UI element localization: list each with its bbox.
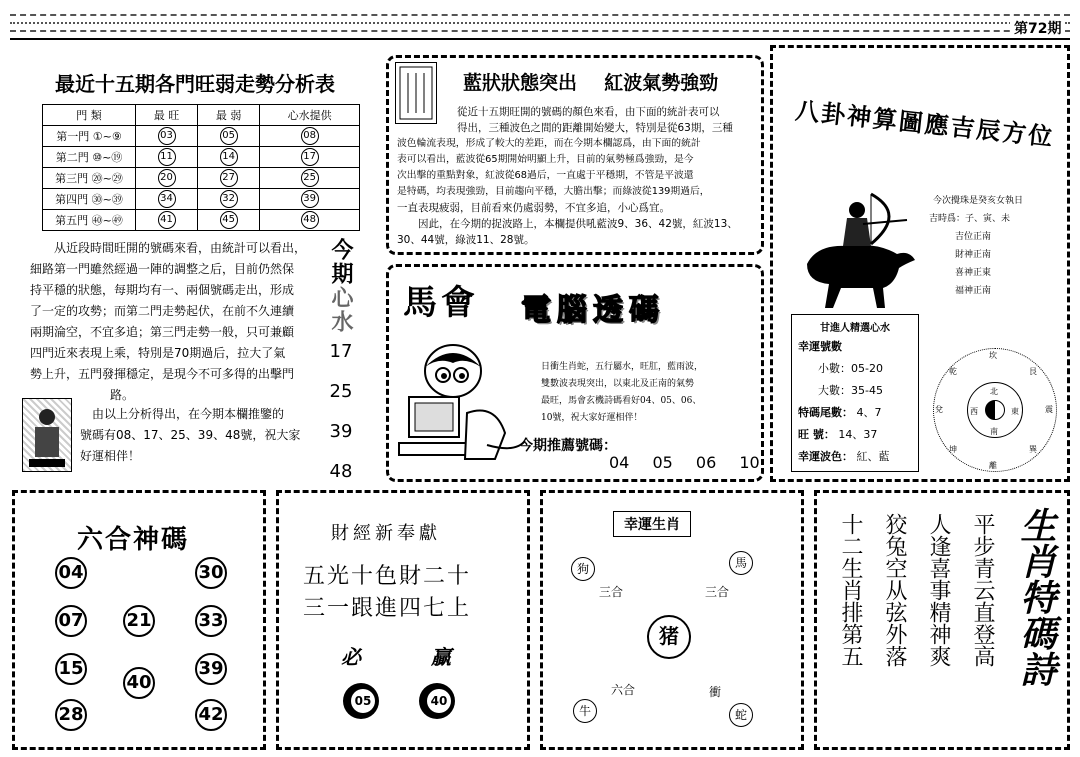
col-header-pick: 心水提供: [260, 105, 360, 126]
small-value: 05-20: [851, 362, 883, 375]
number-ball: 04: [55, 557, 87, 589]
bagua-label: 兌: [935, 405, 943, 414]
strongest-number: 11: [158, 148, 176, 166]
number-ball: 30: [195, 557, 227, 589]
table-header-row: [43, 105, 360, 126]
yin-yang-icon: [985, 400, 1005, 420]
paragraph-line: 路。: [110, 388, 135, 402]
poem-column-2: [921, 513, 951, 667]
poem-column-4: [833, 513, 863, 667]
computer-pick-box: [386, 264, 764, 482]
this-issue-label-2: 心水: [328, 286, 353, 334]
info-line: 今次攪珠是癸亥女執日: [933, 196, 1024, 206]
poem-column-3: [877, 513, 907, 667]
computer-pick-title-b: 電腦透碼: [521, 293, 665, 328]
bagua-label: 震: [1045, 405, 1053, 414]
small-label: 小數：: [818, 362, 851, 375]
this-issue-number: 25: [329, 381, 353, 402]
fortune-info: [929, 192, 1069, 300]
gate-analysis-title: 最近十五期各門旺弱走勢分析表: [55, 72, 335, 96]
col-header-gate: 門 類: [43, 105, 136, 126]
poem-line: 人逢喜事精神爽: [926, 513, 951, 667]
gate-analysis-paragraph: [30, 238, 320, 406]
poem-column-1: [965, 513, 995, 667]
six-harmony-title: 六合神碼: [77, 525, 190, 555]
lucky-numbers-box: [791, 314, 919, 472]
direction-label: 北: [990, 387, 998, 396]
col-header-strongest: 最 旺: [136, 105, 198, 126]
zodiac-pig: 猪: [647, 615, 691, 659]
side-title-text: 生肖特碼詩: [1015, 507, 1057, 687]
computer-pick-text: [541, 359, 761, 427]
range-sep: ~: [102, 172, 112, 185]
pick-number: 39: [301, 190, 319, 208]
paragraph-line: 好運相伴！: [80, 449, 141, 463]
paragraph-line: 次出擊的重點對象，紅波從68過后，一直處于平穩期，不管是平波還: [397, 170, 694, 181]
weakest-number: 27: [220, 169, 238, 187]
strongest-number: 34: [158, 190, 176, 208]
info-line: 財神正南: [955, 250, 992, 260]
finance-title: 財經新奉獻: [331, 523, 441, 544]
table-row: [43, 126, 360, 147]
this-issue-number: 39: [329, 421, 353, 442]
weakest-number: 45: [220, 211, 238, 229]
paragraph-line: 从近段時間旺開的號碼來看，由統計可以看出，: [54, 241, 307, 255]
info-line: 福神正南: [955, 286, 992, 296]
conclusion-paragraph: [80, 404, 320, 467]
lucky-box-title: 甘進人精選心水: [820, 323, 890, 334]
color-label: 幸運波色：: [798, 450, 853, 463]
god-figure-image: [22, 398, 72, 472]
paragraph-line: 細路第一門雖然經過一陣的調整之后，目前仍然保: [30, 262, 295, 276]
six-harmony-box: [12, 490, 266, 750]
range-end: ㊾: [111, 214, 123, 227]
range-end: ⑲: [111, 151, 123, 164]
table-row: [43, 189, 360, 210]
table-row: [43, 210, 360, 231]
tail-label: 特碼尾數：: [798, 406, 853, 419]
archer-horse-image: [787, 184, 927, 314]
tail-row: [798, 402, 912, 424]
range-end: ㉙: [111, 172, 123, 185]
ball-05: [343, 683, 379, 719]
paragraph-line: 持平穩的狀態，每期均有一、兩個號碼走出，形成: [30, 283, 295, 297]
pick-number: 17: [301, 148, 319, 166]
range-start: ⑳: [91, 172, 103, 185]
number-ball: 40: [123, 667, 155, 699]
range-start: ㊵: [91, 214, 103, 227]
chong-label: 衝: [709, 685, 722, 699]
zodiac-horse: 馬: [729, 551, 753, 575]
range-sep: ~: [102, 193, 112, 206]
paragraph-line: 波色輪流表現，形成了較大的差距，而在今期本欄認爲，由下面的統計: [397, 138, 701, 149]
zodiac-box: [540, 490, 804, 750]
poem-line: 平步青云直登高: [970, 513, 995, 667]
col-header-weakest: 最 弱: [198, 105, 260, 126]
sanhe-label-1: 三合: [599, 585, 624, 599]
direction-label: 西: [970, 407, 978, 416]
paragraph-line: 由以上分析得出，在今期本欄推鑒的: [92, 407, 285, 421]
paragraph-line: 是特碼，均表現強勁，目前趨向平穩，大膽出擊；而綠波從139期過后，: [397, 186, 710, 197]
paragraph-line: 號碼有08、17、25、39、48號，祝大家: [80, 428, 301, 442]
small-range-row: [798, 358, 912, 380]
paragraph-line: 四門近來表現上乘，特別是70期過后，拉大了氣: [30, 346, 286, 360]
weakest-number: 32: [220, 190, 238, 208]
computer-cartoon-image: [395, 333, 535, 473]
range-sep: ~: [102, 130, 112, 143]
ball-number: 40: [427, 689, 451, 713]
range-sep: ~: [102, 214, 112, 227]
paragraph-line: 日衝生肖蛇，五行屬水，旺肛，藍雨波，: [541, 362, 704, 372]
pick-number: 48: [301, 211, 319, 229]
zodiac-ox: 牛: [573, 699, 597, 723]
wang-value: 14、37: [838, 428, 878, 441]
wang-label: 旺 號：: [798, 428, 835, 441]
range-end: ⑨: [111, 130, 122, 143]
computer-pick-title-a: 馬會: [403, 283, 479, 323]
bagua-label: 坤: [949, 445, 957, 454]
paragraph-line: 最旺，馬會玄機詩碼看好04、05、06、: [541, 396, 702, 406]
fortune-box: [770, 45, 1070, 482]
bagua-label: 離: [989, 461, 997, 470]
paragraph-line: 10號，祝大家好運相伴！: [541, 413, 643, 423]
big-value: 35-45: [851, 384, 883, 397]
ying-label: 贏: [431, 645, 451, 669]
paragraph-line: 從近十五期旺開的號碼的顏色來看，由下面的統計表可以: [457, 106, 720, 118]
paragraph-line: 一直表現疲弱，目前看來仍處弱勢，不宜多追，小心爲宜。: [397, 202, 670, 214]
gate-name: 第一門: [56, 130, 90, 143]
issue-number: 第72期: [1010, 18, 1065, 38]
gate-name: 第五門: [55, 214, 89, 227]
color-row: [798, 446, 912, 468]
poem-side-title: [1011, 507, 1061, 687]
paragraph-line: 勢上升，五門發揮穩定，是現今不可多得的出擊門: [30, 367, 295, 381]
info-line: 吉時爲：子、寅、未: [929, 214, 1011, 224]
pick-number: 25: [301, 169, 319, 187]
pick-number: 08: [301, 127, 319, 145]
bagua-compass: [933, 348, 1057, 472]
bagua-label: 艮: [1029, 367, 1037, 376]
number-ball: 07: [55, 605, 87, 637]
strongest-number: 20: [158, 169, 176, 187]
paragraph-line: 得出，三種波色之間的距離開始變大，特別是從63期，三種: [457, 122, 733, 134]
range-end: ㊴: [111, 193, 123, 206]
finance-line-1: 五光十色財二十: [303, 564, 472, 589]
this-issue-label: [322, 238, 358, 334]
blue-article-title: [463, 68, 718, 95]
gate-name: 第四門: [55, 193, 89, 206]
zodiac-dog: 狗: [571, 557, 595, 581]
pick-number: 10: [739, 453, 760, 472]
big-label: 大數：: [818, 384, 851, 397]
direction-label: 南: [990, 427, 998, 436]
direction-label: 東: [1011, 407, 1019, 416]
info-line: 喜神正東: [955, 268, 992, 278]
blue-article-box: [386, 55, 764, 255]
lucky-nums-label: 幸運號數: [798, 340, 842, 353]
blue-article-body: [397, 104, 757, 248]
paragraph-line: 了一定的攻勢；而第二門走勢起伏，在前不久連續: [30, 304, 295, 318]
finance-box: [276, 490, 530, 750]
zodiac-snake: 蛇: [729, 703, 753, 727]
this-issue-label-1: 今期: [328, 238, 353, 286]
tail-value: 4、7: [856, 406, 882, 419]
bi-label: 必: [341, 645, 361, 669]
number-ball: 15: [55, 653, 87, 685]
poem-line: 狡兔空从弦外落: [882, 513, 907, 667]
title-part-1: 藍狀狀態突出: [463, 72, 578, 94]
number-ball: 28: [55, 699, 87, 731]
pick-number: 04: [609, 453, 630, 472]
number-ball: 21: [123, 605, 155, 637]
gate-name: 第二門: [55, 151, 89, 164]
number-ball: 42: [195, 699, 227, 731]
finance-line-2: 三一跟進四七上: [303, 596, 472, 621]
paragraph-line: 兩期淪空，不宜多追；第三門走勢一般，只可兼顧: [30, 325, 295, 339]
ball-40: [419, 683, 455, 719]
range-sep: ~: [102, 151, 112, 164]
pick-number: 05: [652, 453, 673, 472]
number-ball: 33: [195, 605, 227, 637]
paragraph-line: 因此，在今期的捉波路上，本欄提供吼藍波9、36、42號，紅波13、: [418, 218, 738, 230]
gate-name: 第三門: [55, 172, 89, 185]
number-ball: 39: [195, 653, 227, 685]
gate-table: [42, 104, 360, 231]
figure-icon: [23, 399, 71, 471]
ball-number: 05: [351, 689, 375, 713]
weakest-number: 14: [220, 148, 238, 166]
liuhe-label: 六合: [611, 683, 636, 697]
poem-box: [814, 490, 1070, 750]
weakest-number: 05: [220, 127, 238, 145]
big-range-row: [798, 380, 912, 402]
computer-pick-numbers: [609, 453, 760, 472]
range-start: ㉚: [91, 193, 103, 206]
this-issue-number: 48: [329, 461, 353, 482]
zodiac-title: 幸運生肖: [613, 511, 691, 537]
sanhe-label-2: 三合: [705, 585, 730, 599]
paragraph-line: 雙數波表現突出，以東北及正南的氣勢: [541, 379, 695, 389]
table-row: [43, 168, 360, 189]
paragraph-line: 表可以看出，藍波從65期開始明顯上升，目前的氣勢極爲強勁，是今: [397, 154, 694, 165]
fortune-title: 八卦神算圖應吉辰方位: [793, 95, 1056, 152]
range-start: ⑩: [92, 151, 103, 164]
strongest-number: 41: [158, 211, 176, 229]
strongest-number: 03: [158, 127, 176, 145]
bagua-label: 坎: [989, 351, 997, 360]
color-value: 紅、藍: [856, 450, 890, 463]
info-line: 吉位正南: [955, 232, 992, 242]
bagua-label: 乾: [949, 367, 957, 376]
bagua-label: 巽: [1029, 445, 1037, 454]
poem-line: 十二生肖排第五: [838, 513, 863, 667]
header-rule: [0, 8, 1080, 44]
pick-number: 06: [695, 453, 717, 472]
range-start: ①: [92, 130, 103, 143]
computer-pick-caption: 今期推薦號碼：: [519, 438, 617, 454]
this-issue-number: 17: [329, 341, 353, 362]
title-part-2: 紅波氣勢強勁: [604, 72, 719, 94]
paragraph-line: 30、44號，綠波11、28號。: [397, 234, 535, 246]
wang-row: [798, 424, 912, 446]
this-issue-numbers: [326, 332, 356, 492]
table-row: [43, 147, 360, 168]
